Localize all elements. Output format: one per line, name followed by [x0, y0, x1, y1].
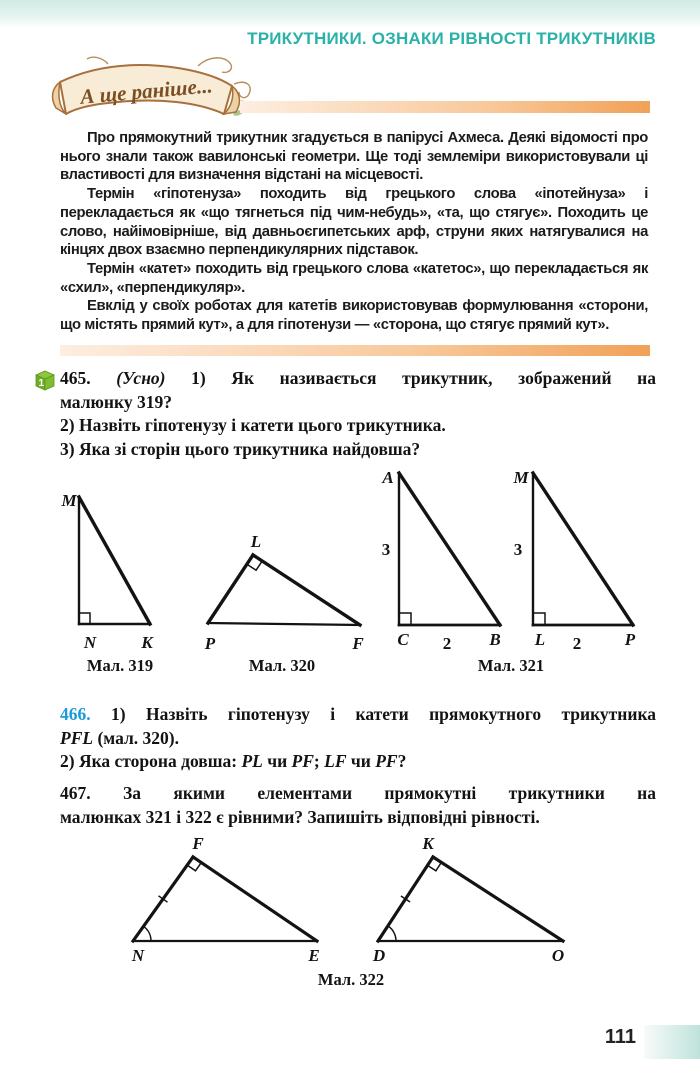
page-number: 111	[604, 1026, 636, 1048]
vertex-label: K	[422, 834, 434, 853]
problem-465-item2: 2) Назвіть гіпотенузу і катети цього трикутника.	[60, 415, 446, 435]
problem-466-item2: 2) Яка сторона довша: PL чи PF; LF чи PF?	[60, 751, 407, 771]
vertex-label: L	[250, 532, 262, 551]
problem-465	[38, 367, 656, 461]
problem-467-line2: малюнках 321 і 322 є рівними? Запишіть відповідні рівності.	[60, 806, 540, 827]
vertex-label: M	[513, 470, 529, 487]
vertex-label: B	[489, 630, 501, 649]
angle-arc-icon	[388, 926, 396, 941]
vertex-label: F	[192, 834, 204, 853]
problem-467-line1	[60, 782, 656, 806]
cube-1-icon	[34, 369, 56, 391]
right-angle-icon	[79, 613, 90, 624]
problem-465-line1	[38, 367, 656, 391]
figure-caption: Мал. 319	[86, 656, 154, 675]
fig-322-triangle-NFE	[131, 834, 320, 965]
figures-319-320-321	[40, 470, 660, 680]
problem-466-line2: PFL (мал. 320).	[60, 727, 179, 748]
intro-paragraph: Термін «гіпотенуза» походить від грецького слова «іпотейнуза» і перекладається як «що тягнеться під чим-небудь», «та, що стягує». Походить це слово, найімовірніше, від давньоєгипетських арф, струни яких натягувалися на кінцях двох взаємно перпендикулярних підставок.	[60, 186, 648, 259]
intro-paragraph: Евклід у своїх роботах для катетів використовував формулювання «сторони, що містять прямий кут», а для гіпотенузи — «сторона, що стягує прямий кут».	[60, 298, 648, 334]
fig-321-triangle-MLP	[512, 470, 635, 653]
side-name: PL	[241, 751, 263, 771]
vertex-label: A	[382, 470, 394, 487]
ribbon-flourish	[87, 57, 108, 64]
problem-number: 465.	[60, 368, 91, 388]
figure-caption: Мал. 320	[248, 656, 316, 675]
vertex-label: P	[204, 634, 216, 653]
banner-label: А ще раніше...	[79, 73, 214, 109]
problem-466	[60, 703, 656, 774]
triangle-name: PFL	[60, 727, 94, 748]
problem-text: 1) Назвіть гіпотенузу і катети прямокутного трикутника	[111, 704, 657, 724]
vertex-label: E	[308, 946, 320, 965]
problem-467	[60, 782, 656, 829]
vertex-label: C	[397, 630, 409, 649]
figure-322	[40, 830, 660, 990]
side-length-label: 3	[381, 540, 391, 559]
banner-rule	[240, 101, 650, 113]
vertex-label: K	[141, 633, 153, 652]
side-length-label: 2	[442, 634, 452, 653]
side-length-label: 3	[513, 540, 523, 559]
vertex-label: O	[551, 946, 565, 965]
vertex-label: F	[352, 634, 364, 653]
right-angle-icon	[533, 613, 545, 625]
problem-number: 466.	[60, 704, 91, 724]
problem-text: За якими елементами прямокутні трикутники на	[123, 783, 656, 803]
angle-arc-icon	[144, 926, 152, 941]
side-name: LF	[324, 751, 347, 771]
vertex-label: N	[131, 946, 145, 965]
problem-465-line2: малюнку 319?	[60, 391, 172, 412]
figure-caption: Мал. 322	[317, 970, 385, 989]
history-note	[60, 129, 648, 335]
problem-number: 467.	[60, 783, 91, 803]
section-rule	[60, 345, 650, 356]
chapter-header: ТРИКУТНИКИ. ОЗНАКИ РІВНОСТІ ТРИКУТНИКІВ	[247, 29, 656, 48]
top-band	[0, 0, 700, 28]
fig-321-triangle-ACB	[381, 470, 500, 653]
problem-text: 1) Як називається трикутник, зображений на	[191, 368, 656, 388]
fig-322-triangle-DKO	[372, 834, 564, 965]
side-name: PF	[291, 751, 314, 771]
problem-466-line1	[60, 703, 656, 727]
problem-465-item3: 3) Яка зі сторін цього трикутника найдовша?	[60, 438, 421, 459]
intro-paragraph: Про прямокутний трикутник згадується в папірусі Ахмеса. Деякі відомості про нього знали також вавилонські геометри. Ще тоді землеміри використовували ці властивості для визначення відстані на місцевості.	[60, 130, 648, 184]
ribbon-banner	[48, 54, 260, 136]
right-angle-icon	[399, 613, 411, 625]
fig-320-triangle-PLF	[204, 532, 365, 675]
vertex-label: P	[624, 630, 636, 649]
vertex-label: L	[534, 630, 546, 649]
vertex-label: D	[372, 946, 386, 965]
vertex-label: M	[61, 491, 77, 510]
side-name: PF	[375, 751, 398, 771]
intro-paragraph: Термін «катет» походить від грецького слова «катетос», що перекладається як «схил», «перпендикуляр».	[60, 260, 648, 296]
bottom-band	[644, 1025, 700, 1059]
problem-mode: (Усно)	[116, 368, 166, 388]
fig-319-triangle-MNK	[60, 491, 154, 675]
vertex-label: N	[83, 633, 97, 652]
ribbon-flourish	[198, 58, 231, 72]
side-length-label: 2	[572, 634, 582, 653]
svg-text:1: 1	[38, 378, 45, 389]
figure-caption: Мал. 321	[477, 656, 545, 675]
